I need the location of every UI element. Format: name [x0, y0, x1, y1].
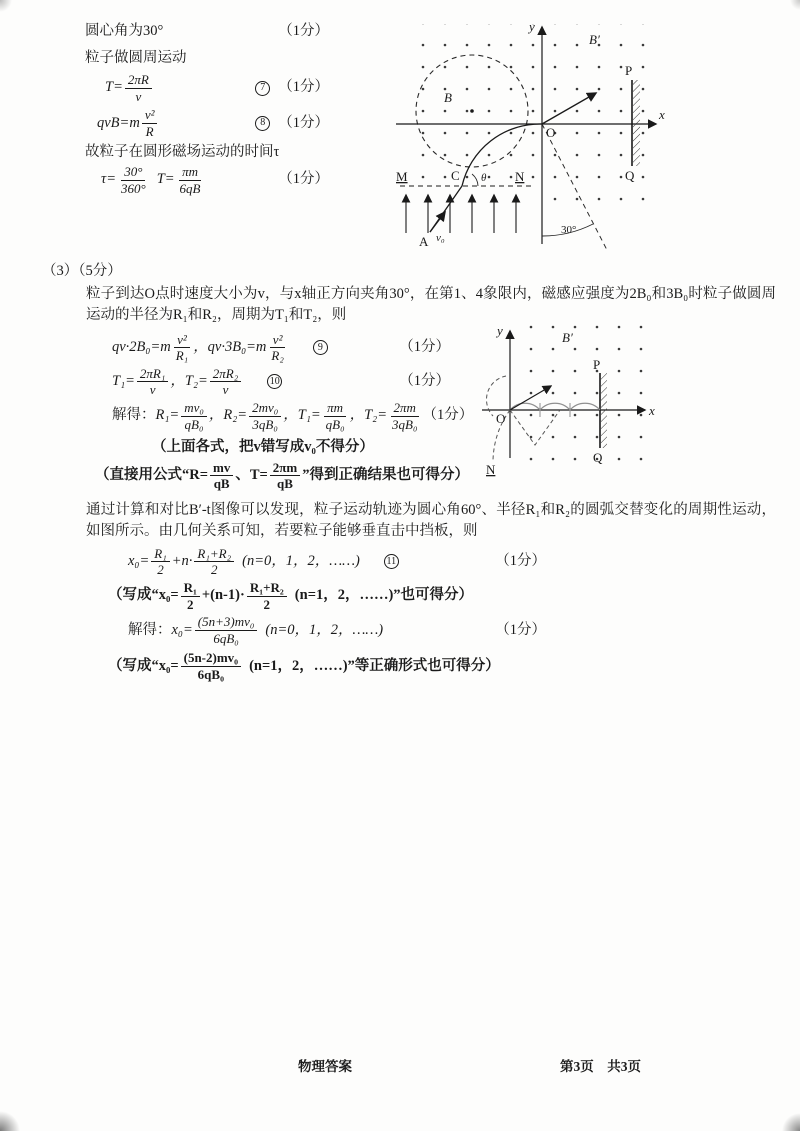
note-text: （写成“x₀=: [108, 657, 179, 674]
note-text: ”得到正确结果也可得分）: [302, 467, 469, 483]
numerator: πm: [324, 400, 346, 417]
denominator: 6qB₀: [213, 630, 239, 646]
denominator: 360°: [120, 180, 146, 196]
equation-text: +n·: [171, 553, 193, 570]
solution-x0: [128, 614, 546, 646]
denominator: 3qB₀: [252, 416, 278, 432]
fraction: [137, 366, 168, 398]
statement-text: 故粒子在圆形磁场运动的时间τ: [85, 143, 280, 160]
x-axis-label: x: [649, 403, 655, 418]
numerator: R₁: [181, 580, 200, 597]
line-central-angle: [85, 22, 329, 42]
field-dots-region: [518, 324, 652, 470]
y-axis-label: y: [497, 323, 503, 338]
numerator: 2πR: [125, 72, 152, 89]
equation-lhs: τ=: [101, 171, 116, 188]
score-label: （1分）: [399, 338, 450, 355]
part3-heading: [42, 262, 758, 282]
diagram-periodic-trajectory: [478, 318, 668, 486]
equation-lhs: qvB=m: [97, 114, 140, 131]
equation-text: qv·2B₀=m: [112, 338, 171, 355]
fraction: [389, 400, 420, 432]
denominator: 3qB₀: [392, 416, 418, 432]
equation-tau: [85, 164, 329, 196]
fraction: [247, 580, 287, 612]
numerator: mv₀: [181, 400, 207, 417]
note-text: （上面各式，把v错写成v₀不得分）: [152, 439, 374, 456]
denominator: qB: [213, 476, 230, 492]
baffle-hatching: [633, 80, 640, 166]
score-label: （1分）: [495, 553, 546, 570]
fraction: [177, 164, 204, 196]
numerator: R₁: [151, 546, 169, 563]
solve-label: 解得：: [128, 621, 172, 638]
fraction: [210, 460, 233, 492]
point-Q-label: Q: [593, 450, 603, 465]
denominator: R₁: [175, 348, 189, 364]
point-P-label: P: [625, 63, 633, 78]
score-label: （1分）: [422, 407, 474, 424]
note-text: 、T=: [235, 467, 268, 483]
score-label: （1分）: [278, 114, 329, 131]
fraction: [249, 400, 281, 432]
denominator: 2: [263, 596, 271, 612]
fraction: [181, 650, 241, 682]
denominator: qB: [277, 476, 293, 492]
footer-doc-title: 物理答案: [298, 1059, 352, 1074]
line-circular-motion: [85, 49, 329, 69]
numerator: 2πm: [391, 400, 419, 417]
equation-condition: (n=0，1，2，……): [265, 621, 384, 638]
equation-text: ，T₁=: [283, 407, 321, 424]
denominator: 6qB: [179, 180, 201, 196]
equation-mid: T=: [156, 171, 175, 188]
note-text: (n=1，2，……)”等正确形式也可得分）: [249, 657, 500, 674]
score-label: （1分）: [278, 79, 329, 96]
numerator: v²: [142, 107, 158, 124]
equation-lorentz-8: [85, 107, 329, 139]
fraction: [173, 332, 191, 364]
point-N-label: N: [515, 169, 525, 184]
note-text: +(n-1)·: [201, 587, 245, 604]
denominator: qB₀: [184, 416, 204, 432]
theta-label: θ: [481, 172, 487, 184]
y-axis-label: y: [529, 19, 535, 34]
field-dots-region-lower: [544, 186, 660, 212]
line-time-in-field: [85, 143, 329, 163]
numerator: (5n+3)mv₀: [195, 614, 258, 631]
point-A-label: A: [419, 234, 429, 249]
paragraph-setup: 粒子到达O点时速度大小为v，与x轴正方向夹角30°，在第1、4象限内，磁感应强度为2B₀和3B₀时粒子做圆周运动的半径为R₁和R₂，周期为T₁和T₂，则: [86, 285, 776, 323]
angle-30-label: 30°: [561, 224, 577, 236]
fraction: [210, 366, 241, 398]
score-label: （1分）: [399, 373, 450, 390]
numerator: πm: [179, 164, 201, 181]
fraction: [118, 164, 149, 196]
numerator: mv: [210, 460, 233, 477]
denominator: 2: [187, 596, 194, 612]
equation-number-badge: 8: [255, 116, 270, 131]
equation-10: [112, 366, 450, 398]
point-N-label: N: [486, 462, 496, 477]
equation-text: ，R₂=: [208, 407, 248, 424]
solution-radii-periods: [112, 399, 474, 432]
denominator: 6qB₀: [197, 667, 224, 683]
statement-text: 粒子做圆周运动: [85, 49, 187, 66]
fraction: [181, 400, 207, 432]
fraction: [194, 546, 234, 578]
equation-text: R₁=: [155, 407, 180, 424]
numerator: 30°: [121, 164, 145, 181]
initial-velocity-arrow: [430, 212, 445, 232]
equation-11: [128, 546, 546, 578]
point-M-label: M: [396, 169, 408, 184]
part2-answer-block: [85, 22, 329, 196]
statement-text: 圆心角为30°: [85, 23, 164, 39]
field-Bprime-label: B′: [562, 330, 573, 345]
score-label: （1分）: [495, 621, 546, 638]
heading-text: （3）（5分）: [42, 263, 122, 279]
fraction: [270, 460, 300, 492]
numerator: 2πR₁: [137, 366, 168, 383]
denominator: v: [135, 88, 142, 104]
equation-text: ，T₂=: [170, 373, 208, 390]
diagram-circular-field: [392, 14, 670, 266]
point-C-label: C: [451, 168, 460, 183]
field-dots-region: [418, 24, 660, 186]
equation-text: x₀=: [128, 553, 150, 570]
numerator: R₁+R₂: [194, 546, 234, 563]
paragraph-analysis: 通过计算和对比B′-t图像可以发现，粒子运动轨迹为圆心角60°、半径R₁和R₂的圆弧交替变化的周期性运动，如图所示。由几何关系可知，若要粒子能够垂直击中挡板，则: [86, 501, 776, 539]
numerator: v²: [174, 332, 190, 349]
equation-text: T₁=: [112, 373, 135, 390]
equation-text: x₀=: [171, 621, 193, 638]
denominator: qB₀: [325, 416, 345, 432]
equation-number-badge: 7: [255, 81, 270, 96]
solve-label: 解得：: [112, 407, 156, 424]
origin-label: O: [546, 125, 556, 140]
denominator: v: [222, 382, 229, 398]
equation-period-7: [85, 72, 329, 104]
numerator: 2πm: [270, 460, 300, 477]
fraction: [268, 332, 286, 364]
origin-label: O: [496, 411, 506, 426]
circle-center-dot: [470, 109, 474, 113]
point-P-label: P: [593, 357, 601, 372]
footer-page-info: 第3页 共3页: [560, 1059, 641, 1074]
point-Q-label: Q: [625, 168, 635, 183]
numerator: 2mv₀: [249, 400, 281, 417]
grading-note-4: [108, 650, 758, 682]
score-label: （1分）: [278, 171, 329, 188]
note-text: （写成“x₀=: [108, 587, 179, 604]
numerator: R₁+R₂: [247, 580, 287, 597]
note-text: （直接用公式“R=: [95, 467, 208, 483]
fraction: [181, 580, 200, 612]
field-B-label: B: [444, 90, 452, 105]
denominator: 2: [211, 562, 218, 578]
equation-lhs: T=: [105, 79, 123, 96]
equation-9: [112, 332, 450, 364]
equation-number-badge: 9: [313, 340, 328, 355]
x-axis-label: x: [659, 107, 665, 122]
fraction: [125, 72, 152, 104]
note-text: (n=1，2，……)”也可得分）: [294, 587, 474, 604]
numerator: 2πR₂: [210, 366, 241, 383]
equation-text: ，T₂=: [349, 407, 387, 424]
numerator: (5n-2)mv₀: [181, 650, 241, 667]
fraction: [151, 546, 169, 578]
v0-label: v₀: [436, 232, 445, 244]
score-label: （1分）: [278, 23, 329, 39]
fraction: [142, 107, 158, 139]
field-Bprime-label: B′: [589, 32, 600, 47]
fraction: [195, 614, 258, 646]
denominator: 2: [157, 562, 164, 578]
denominator: R₂: [271, 348, 284, 364]
denominator: v: [149, 382, 156, 398]
fraction: [323, 400, 348, 432]
equation-condition: (n=0，1，2，……): [242, 553, 360, 570]
equation-number-badge: 10: [267, 374, 282, 389]
equation-text: ，qv·3B₀=m: [193, 338, 267, 355]
denominator: R: [145, 123, 154, 139]
baffle-hatching: [601, 373, 607, 448]
equation-number-badge: 11: [384, 554, 399, 569]
numerator: v²: [270, 332, 286, 349]
grading-note-3: [108, 580, 758, 612]
